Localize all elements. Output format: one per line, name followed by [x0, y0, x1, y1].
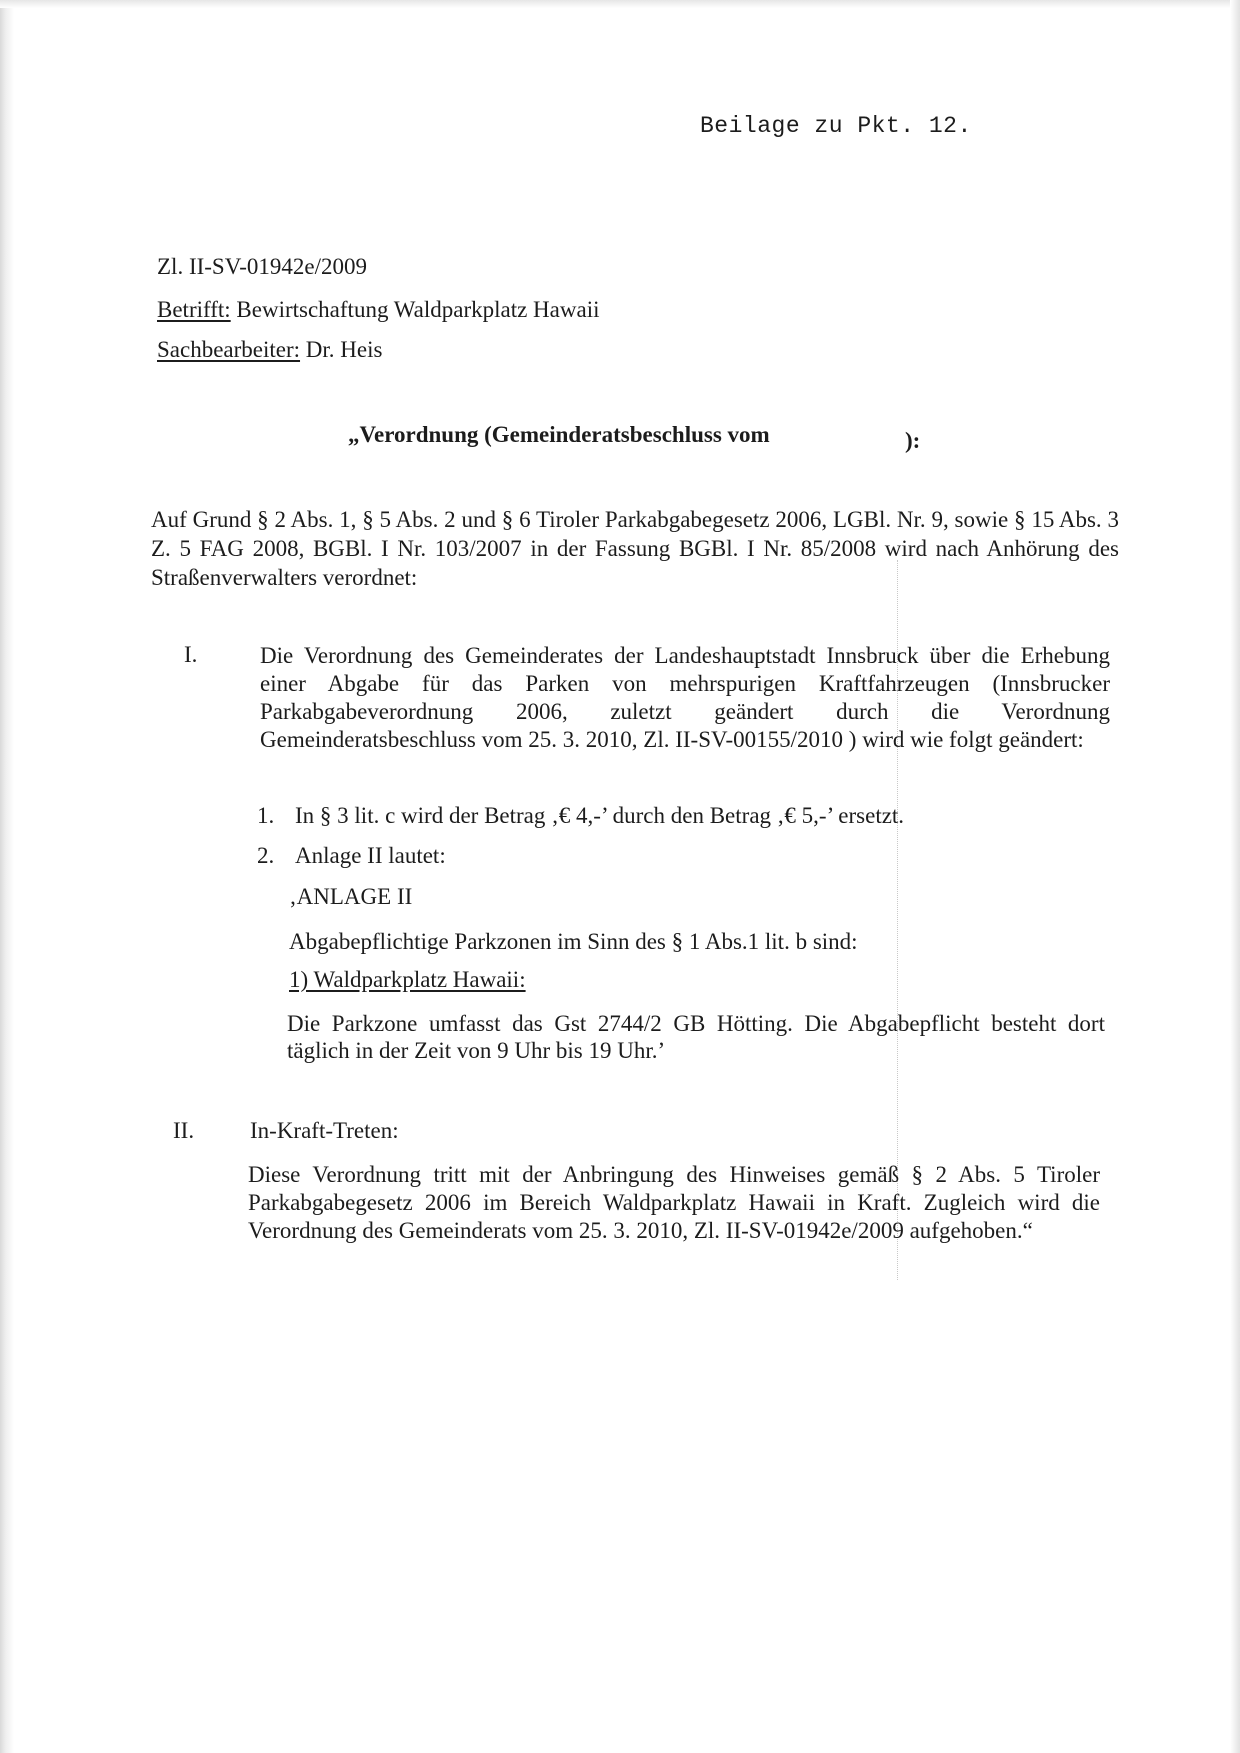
list-item-number: 1.: [257, 803, 275, 828]
section-2-text: Diese Verordnung tritt mit der Anbringung des Hinweises gemäß § 2 Abs. 5 Tiroler Parkabgabegesetz 2006 im Bereich Waldparkplatz Hawaii in Kraft. Zugleich wird die Verordnung des Gemeinderats vom 25. 3. 2010, Zl. II-SV-01942e/2009 aufgehoben.“: [248, 1162, 1100, 1243]
list-item-number: 2.: [257, 843, 275, 868]
section-2-number: II.: [173, 1118, 195, 1143]
attachment-reference: Beilage zu Pkt. 12.: [700, 113, 972, 139]
clerk-line: [157, 337, 382, 363]
list-item: [257, 803, 1117, 829]
section-1-text: Die Verordnung des Gemeinderates der Landeshauptstadt Innsbruck über die Erhebung einer Abgabe für das Parken von mehrspurigen Kraftfahrzeugen (Innsbrucker Parkabgabeverordnung 2006, zuletzt geändert durch die Verordnung Gemeinderatsbeschluss vom 25. 3. 2010, Zl. II-SV-00155/2010 ) wird wie folgt geändert:: [260, 643, 1110, 752]
clerk-value: Dr. Heis: [305, 337, 383, 362]
scan-edge-right: [1230, 0, 1240, 1753]
annex-zone-heading: 1) Waldparkplatz Hawaii:: [289, 967, 526, 992]
document-title-closing: ):: [905, 428, 921, 453]
clerk-label: Sachbearbeiter:: [157, 337, 301, 362]
subject-value: Bewirtschaftung Waldparkplatz Hawaii: [236, 297, 600, 322]
list-item: [257, 843, 1117, 869]
file-number: Zl. II-SV-01942e/2009: [157, 254, 367, 279]
annex-title: ‚ANLAGE II: [289, 884, 413, 909]
annex-intro: Abgabepflichtige Parkzonen im Sinn des § 1 Abs.1 lit. b sind:: [289, 929, 858, 954]
annex-zone-text: Die Parkzone umfasst das Gst 2744/2 GB Hötting. Die Abgabepflicht besteht dort täglich in der Zeit von 9 Uhr bis 19 Uhr.’: [287, 1011, 1105, 1063]
scan-edge-top: [0, 0, 1240, 8]
document-title: „Verordnung (Gemeinderatsbeschluss vom: [348, 422, 770, 447]
list-item-text: Anlage II lautet:: [295, 843, 446, 868]
section-1-number: I.: [184, 642, 198, 667]
list-item-text: In § 3 lit. c wird der Betrag ‚€ 4,-’ durch den Betrag ‚€ 5,-’ ersetzt.: [295, 803, 905, 828]
subject-line: [157, 297, 599, 323]
scan-edge-left: [0, 0, 14, 1753]
legal-basis-paragraph: Auf Grund § 2 Abs. 1, § 5 Abs. 2 und § 6 Tiroler Parkabgabegesetz 2006, LGBl. Nr. 9, sowie § 15 Abs. 3 Z. 5 FAG 2008, BGBl. I Nr. 103/2007 in der Fassung BGBl. I Nr. 85/2008 wird nach Anhörung des Straßenverwalters verordnet:: [151, 507, 1119, 590]
section-2-heading: In-Kraft-Treten:: [250, 1118, 399, 1143]
subject-label: Betrifft:: [157, 297, 231, 322]
